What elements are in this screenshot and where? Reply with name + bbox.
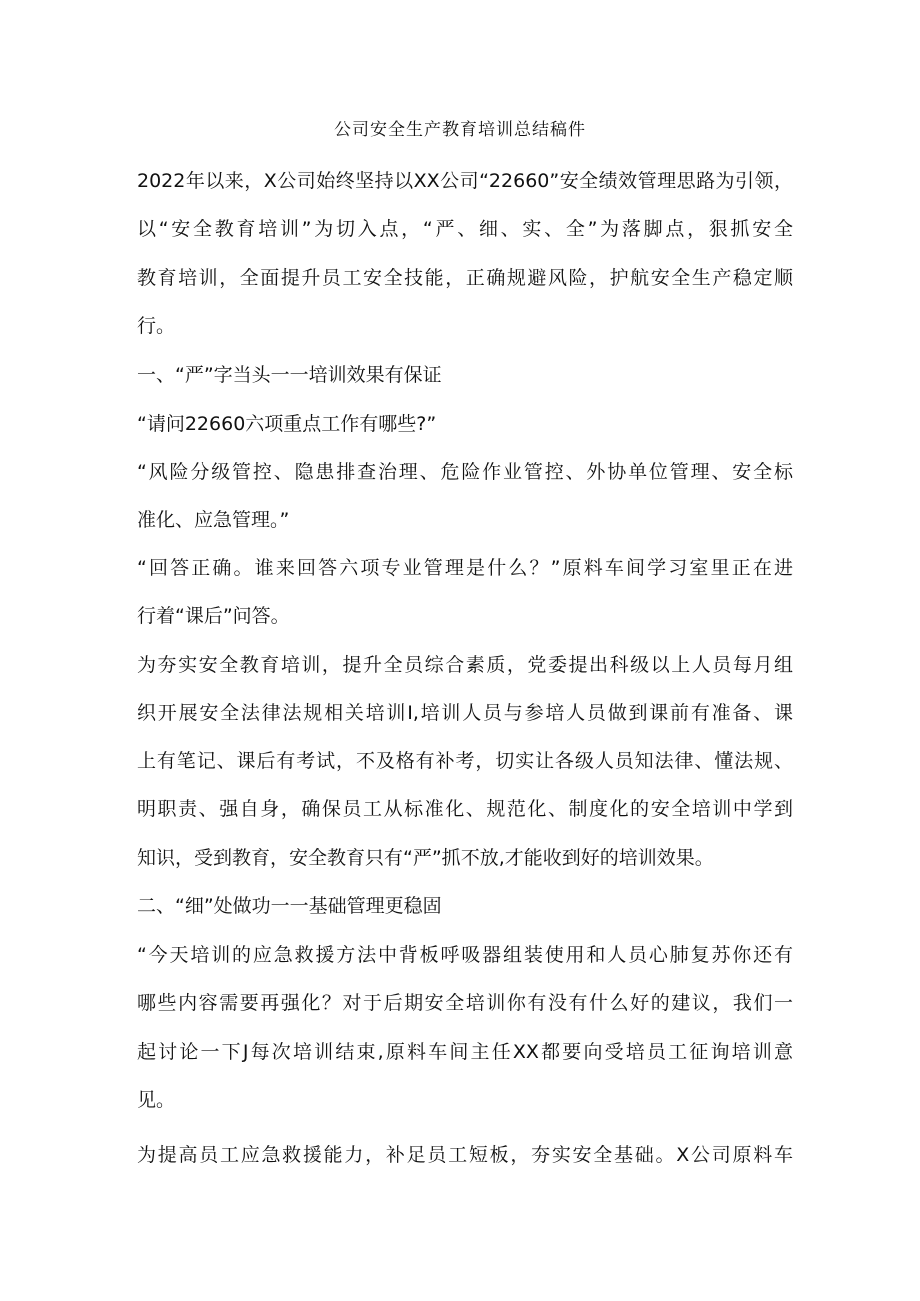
- section-heading: 一、“严”字当头一一培训效果有保证: [137, 364, 442, 386]
- paragraph-line: “回答正确。谁来回答六项专业管理是什么？”原料车间学习室里正在进: [137, 557, 793, 579]
- paragraph-line: 以“安全教育培训”为切入点，“严、细、实、全”为落脚点，狠抓安全: [137, 218, 793, 240]
- paragraph-line: 行。: [137, 315, 176, 337]
- paragraph-line: 上有笔记、课后有考试，不及格有补考，切实让各级人员知法律、懂法规、: [137, 750, 793, 772]
- paragraph-line: 明职责、强自身，确保员工从标准化、规范化、制度化的安全培训中学到: [137, 798, 793, 820]
- paragraph-line: 教育培训，全面提升员工安全技能，正确规避风险，护航安全生产稳定顺: [137, 267, 793, 289]
- paragraph-line: 2022年以来，X公司始终坚持以XX公司“22660”安全绩效管理思路为引领，: [137, 170, 793, 192]
- paragraph-line: 准化、应急管理。”: [137, 509, 290, 531]
- paragraph-line: 织开展安全法律法规相关培训I,培训人员与参培人员做到课前有准备、课: [137, 702, 793, 724]
- paragraph-line: 哪些内容需要再强化？对于后期安全培训你有没有什么好的建议，我们一: [137, 992, 793, 1014]
- paragraph-line: 见。: [137, 1089, 176, 1111]
- document-title: 公司安全生产教育培训总结稿件: [334, 120, 586, 140]
- paragraph-line: “风险分级管控、隐患排查治理、危险作业管控、外协单位管理、安全标: [137, 461, 793, 483]
- section-heading: 二、“细”处做功一一基础管理更稳固: [137, 895, 442, 917]
- paragraph-line: “请问22660六项重点工作有哪些?”: [137, 413, 437, 435]
- paragraph-line: 行着“课后”问答。: [137, 605, 290, 627]
- paragraph-line: 为夯实安全教育培训，提升全员综合素质，党委提出科级以上人员每月组: [137, 654, 793, 676]
- paragraph-line: 知识，受到教育，安全教育只有“严”抓不放,才能收到好的培训效果。: [137, 847, 714, 869]
- paragraph-line: 为提高员工应急救援能力，补足员工短板，夯实安全基础。X公司原料车: [137, 1144, 793, 1166]
- paragraph-line: “今天培训的应急救援方法中背板呼吸器组装使用和人员心肺复苏你还有: [137, 944, 793, 966]
- paragraph-line: 起讨论一下J每次培训结束,原料车间主任XX都要向受培员工征询培训意: [137, 1041, 793, 1063]
